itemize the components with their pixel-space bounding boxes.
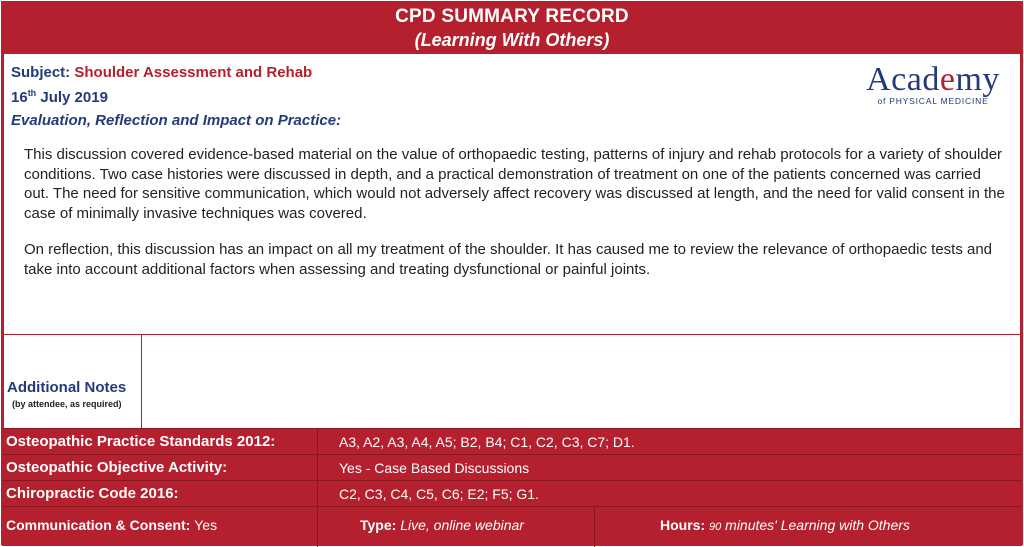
- footer-summary-row: [2, 506, 1022, 546]
- logo-wordmark: Academy: [866, 61, 1000, 98]
- additional-notes-label: Additional Notes: [7, 379, 127, 396]
- type-value: Live, online webinar: [400, 517, 524, 533]
- date-line: [11, 88, 108, 106]
- footer-row-key: Osteopathic Objective Activity:: [6, 459, 228, 476]
- date-rest: July 2019: [40, 89, 108, 106]
- activity-type: [360, 517, 524, 533]
- footer-row-key: Chiropractic Code 2016:: [6, 485, 179, 502]
- divider: [317, 481, 318, 507]
- divider: [317, 507, 318, 547]
- date-suffix: th: [27, 88, 37, 98]
- footer-row-value: A3, A2, A3, A4, A5; B2, B4; C1, C2, C3, C7; D1.: [339, 434, 635, 450]
- evaluation-paragraph-2: On reflection, this discussion has an impact on all my treatment of the shoulder. It has caused me to review the relevance of orthopaedic tests and take into account additional factors when assessing and treating dysfunctional or painful joints.: [24, 241, 993, 278]
- communication-consent-value: Yes: [194, 517, 218, 533]
- footer-row: [2, 454, 1022, 480]
- subject-line: [11, 64, 312, 81]
- cpd-record: [1, 1, 1023, 545]
- communication-consent-label: Communication & Consent:: [6, 517, 191, 533]
- additional-notes-sublabel: (by attendee, as required): [12, 399, 122, 409]
- evaluation-section: [2, 54, 1022, 334]
- subject-value: Shoulder Assessment and Rehab: [74, 64, 313, 81]
- record-title: CPD SUMMARY RECORD: [395, 6, 629, 27]
- record-subtitle: (Learning With Others): [414, 30, 610, 50]
- communication-consent: [6, 517, 217, 533]
- date-day: 16: [11, 89, 28, 106]
- hours-label: Hours:: [660, 517, 706, 533]
- evaluation-title: Evaluation, Reflection and Impact on Practice:: [11, 112, 342, 129]
- additional-notes-section: [2, 334, 1022, 428]
- footer-row-key: Osteopathic Practice Standards 2012:: [6, 433, 276, 450]
- evaluation-paragraph-1: This discussion covered evidence-based material on the value of orthopaedic testing, patterns of injury and rehab protocols for a variety of shoulder conditions. Two case histories were discussed in depth, and a practical demonstration of treatment on one of the patients concerned was carried out. The need for sensitive communication, which would not adversely affect recovery was discussed at length, and the need for valid consent in the case of minimally invasive techniques was covered.: [24, 146, 1005, 222]
- divider: [594, 507, 595, 547]
- standards-footer: [2, 428, 1022, 546]
- type-label: Type:: [360, 517, 397, 533]
- footer-row: [2, 428, 1022, 454]
- academy-logo: [858, 62, 1008, 110]
- hours: [660, 517, 910, 533]
- additional-notes-label-cell: [4, 335, 142, 428]
- subject-label: Subject:: [11, 64, 71, 81]
- caduceus-icon: e: [939, 61, 956, 98]
- footer-row-value: Yes - Case Based Discussions: [339, 460, 530, 476]
- footer-row-value: C2, C3, C4, C5, C6; E2; F5; G1.: [339, 486, 539, 502]
- divider: [317, 455, 318, 481]
- footer-row: [2, 480, 1022, 506]
- divider: [317, 429, 318, 455]
- hours-value: 90: [709, 521, 722, 533]
- logo-tagline: of PHYSICAL MEDICINE: [877, 96, 989, 106]
- hours-suffix: minutes' Learning with Others: [725, 517, 910, 533]
- header-banner: [2, 2, 1022, 54]
